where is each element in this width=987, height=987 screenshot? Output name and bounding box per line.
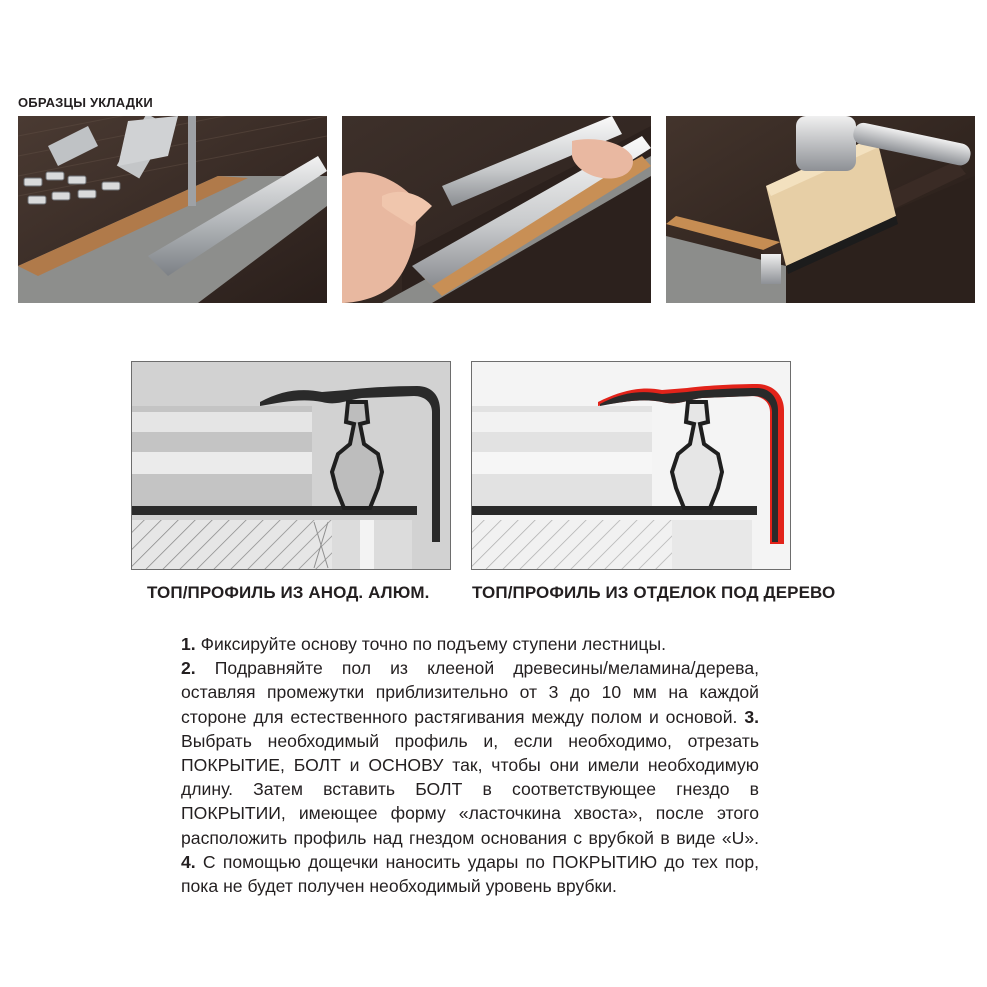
- step-text: С помощью дощечки наносить удары по ПОКРЫТИЮ до тех пор, пока не будет получен необходимый уровень врубки.: [181, 851, 759, 897]
- step-number: 1.: [181, 634, 196, 654]
- step-number: 3.: [744, 706, 759, 727]
- step-text: Подравняйте пол из клееной древесины/меламина/дерева, оставляя промежутки приблизительно от 3 до 10 мм на каждой стороне для естественного растягивания между полом и основой.: [181, 658, 759, 727]
- step-text: Фиксируйте основу точно по подъему ступени лестницы.: [195, 634, 667, 654]
- step-number: 4.: [181, 851, 196, 872]
- caption-wood-finish: ТОП/ПРОФИЛЬ ИЗ ОТДЕЛОК ПОД ДЕРЕВО: [472, 583, 836, 602]
- profile-diagram-wood-finish: [471, 361, 791, 570]
- profile-diagram-anodized-aluminium: [131, 361, 451, 570]
- installation-instructions: [181, 632, 759, 898]
- photo-fixing-base-with-screws: [18, 116, 327, 303]
- section-title: ОБРАЗЦЫ УКЛАДКИ: [18, 95, 153, 110]
- step-text: Выбрать необходимый профиль и, если необходимо, отрезать ПОКРЫТИЕ, БОЛТ и ОСНОВУ так, чтобы они имели необходимую длину. Затем вставить БОЛТ в соответствующее гнездо в ПОКРЫТИИ, имеющее форму «ласточкина хвоста», после этого расположить профиль над гнездом основания с врубкой в виде «U».: [181, 730, 759, 848]
- step-number: 2.: [181, 658, 196, 679]
- photo-hammering-profile: [666, 116, 975, 303]
- photo-inserting-profile: [342, 116, 651, 303]
- caption-anodized-aluminium: ТОП/ПРОФИЛЬ ИЗ АНОД. АЛЮМ.: [147, 583, 430, 602]
